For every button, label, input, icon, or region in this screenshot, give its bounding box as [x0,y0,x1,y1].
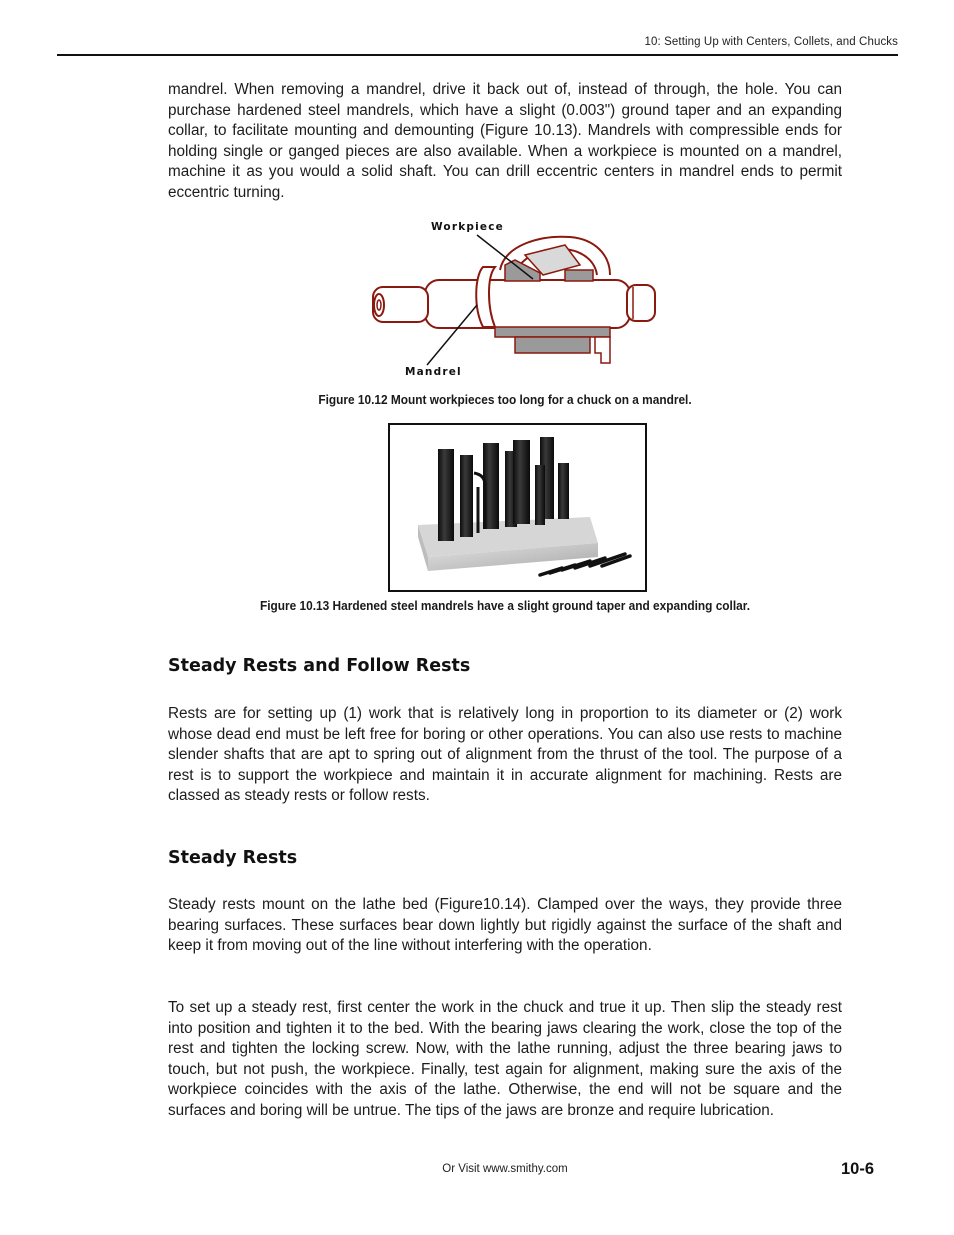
mandrel-set-image [390,425,645,590]
section-2-paragraph-2: To set up a steady rest, first center the work in the chuck and true it up. Then slip the steady rest into position and tighten it to the bed. With the bearing jaws clearing the work, close the top of the rest and tighten the locking screw. Now, with the lathe running, adjust the three bearing jaws to touch, but not push, the workpiece. Finally, test again for alignment, making sure the axis of the workpiece coincides with the axis of the lathe. Otherwise, the end will not be square and the surfaces and boring will be untrue. The tips of the jaws are bronze and require lubrication. [168,999,842,1119]
figure-10-12-mandrel-drawing [365,215,660,382]
section-1-paragraph: Rests are for setting up (1) work that is relatively long in proportion to its diameter or (2) work whose dead end must be left free for boring or other operations. You can also use rests to machine slender shafts that are apt to spring out of alignment from the thrust of the tool. The purpose of a rest is to support the workpiece and maintain it in accurate alignment for machining. Rests are classed as steady rests or follow rests. [168,705,842,805]
intro-paragraph: mandrel. When removing a mandrel, drive it back out of, instead of through, the hole. You can purchase hardened steel mandrels, which have a slight (0.003") ground taper and an expanding collar, to facilitate mounting and demounting (Figure 10.13). Mandrels with compressible ends for holding single or ganged pieces are also available. When a workpiece is mounted on a mandrel, machine it as you would a solid shaft. You can drill eccentric centers in mandrel ends to permit eccentric turning. [168,81,842,201]
section-heading-steady-rests: Steady Rests [168,848,298,868]
figure-10-13-caption: Figure 10.13 Hardened steel mandrels have a slight ground taper and expanding collar. [259,598,751,613]
running-head: 10: Setting Up with Centers, Collets, and Chucks [644,36,898,48]
header-rule [57,54,898,56]
label-workpiece: Workpiece [431,221,504,233]
section-heading-steady-and-follow-rests: Steady Rests and Follow Rests [168,656,471,676]
section-2-paragraph-1: Steady rests mount on the lathe bed (Figure10.14). Clamped over the ways, they provide three bearing surfaces. These surfaces bear down lightly but rigidly against the surface of the shaft and keep it from moving out of the line without interfering with the operation. [168,896,842,955]
label-mandrel: Mandrel [405,366,462,378]
figure-10-13-photo [388,423,647,592]
footer-website: Or Visit www.smithy.com [442,1163,568,1175]
page-number: 10-6 [841,1160,875,1178]
figure-10-12-caption: Figure 10.12 Mount workpieces too long for a chuck on a mandrel. [318,392,692,407]
